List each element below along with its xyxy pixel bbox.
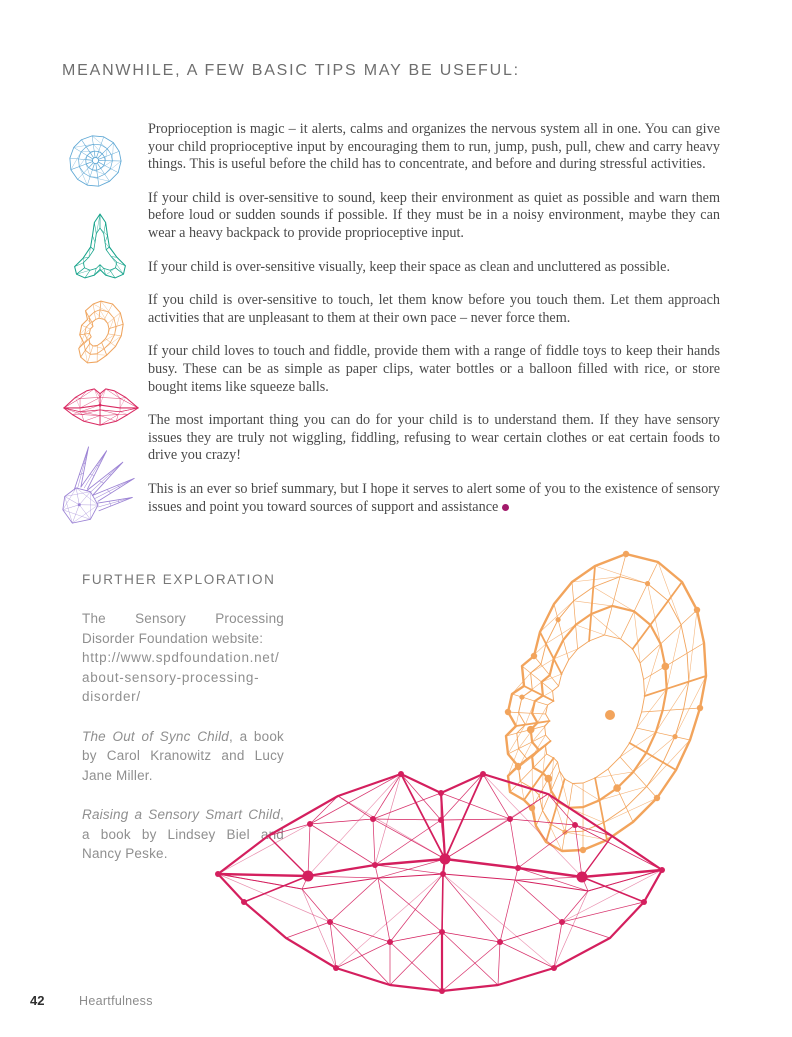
- book-authors: , a book by Carol Kranowitz and Lucy Jane Miller.: [82, 728, 284, 783]
- tip-text: This is an ever so brief summary, but I hope it serves to alert some of you to the existence of sensory issues and point you toward sources of support and assistance: [148, 480, 720, 515]
- resource-spd-foundation: [82, 609, 284, 707]
- resource-url-line: disorder/: [82, 689, 141, 704]
- further-exploration-title: FURTHER EXPLORATION: [82, 572, 276, 587]
- hand-wireframe-icon: [59, 443, 139, 529]
- tip-paragraph-understand: [148, 412, 720, 465]
- nose-wireframe-icon: [69, 210, 131, 282]
- page-number: 42: [30, 993, 45, 1008]
- tip-paragraph-fiddle: [148, 343, 720, 396]
- publication-name: Heartfulness: [79, 994, 153, 1008]
- tip-paragraph-touch: [148, 292, 720, 327]
- book-title: The Out of Sync Child: [82, 728, 229, 744]
- resource-text: The Sensory Processing Disorder Foundation website:: [82, 611, 284, 646]
- resource-url-line: about-sensory-processing-: [82, 669, 260, 685]
- tip-text: The most important thing you can do for your child is to understand them. If they have sensory issues they are truly not wiggling, fiddling, refusing to wear certain clothes or eat certain foods to drive you crazy!: [148, 412, 720, 464]
- lips-wireframe-icon: [61, 385, 141, 429]
- tip-paragraph-summary: [148, 481, 720, 516]
- eye-wireframe-icon: [66, 131, 124, 191]
- tips-text-column: [148, 121, 720, 532]
- tip-paragraph-visual: [148, 259, 720, 277]
- resource-url-line: http://www.spdfoundation.net/: [82, 650, 280, 665]
- lips-wireframe-illustration: [210, 762, 670, 1007]
- book-title: Raising a Sensory Smart Child: [82, 807, 281, 822]
- page-title: MEANWHILE, A FEW BASIC TIPS MAY BE USEFUL:: [62, 62, 520, 79]
- book-authors: , a book by Lindsey Biel and Nancy Peske.: [82, 807, 284, 861]
- tip-text: Proprioception is magic – it alerts, calms and organizes the nervous system all in one. You can give your child proprioceptive input by encouraging them to run, jump, push, pull, chew and carry heavy things. This is useful before the child has to concentrate, and before and during stressful activities.: [148, 121, 720, 173]
- tip-text: If your child is over-sensitive visually, keep their space as clean and uncluttered as possible.: [148, 258, 670, 275]
- tip-paragraph-proprioception: [148, 121, 720, 174]
- tip-text: If your child is over-sensitive to sound, keep their environment as quiet as possible and warn them before loud or sudden sounds if possible. If they must be in a noisy environment, maybe they can wear a heavy backpack to provide proprioceptive input.: [148, 189, 720, 241]
- tip-text: If your child loves to touch and fiddle, provide them with a range of fiddle toys to keep their hands busy. These can be as simple as paper clips, water bottles or a balloon filled with rice, or store bought items like squeeze balls.: [148, 343, 720, 395]
- ear-wireframe-icon: [72, 298, 128, 366]
- tip-paragraph-sound: [148, 190, 720, 243]
- tip-text: If you child is over-sensitive to touch, let them know before you touch them. Let them approach activities that are unpleasant to them at their own pace – never force them.: [148, 292, 720, 326]
- end-bullet-dot: [502, 504, 509, 511]
